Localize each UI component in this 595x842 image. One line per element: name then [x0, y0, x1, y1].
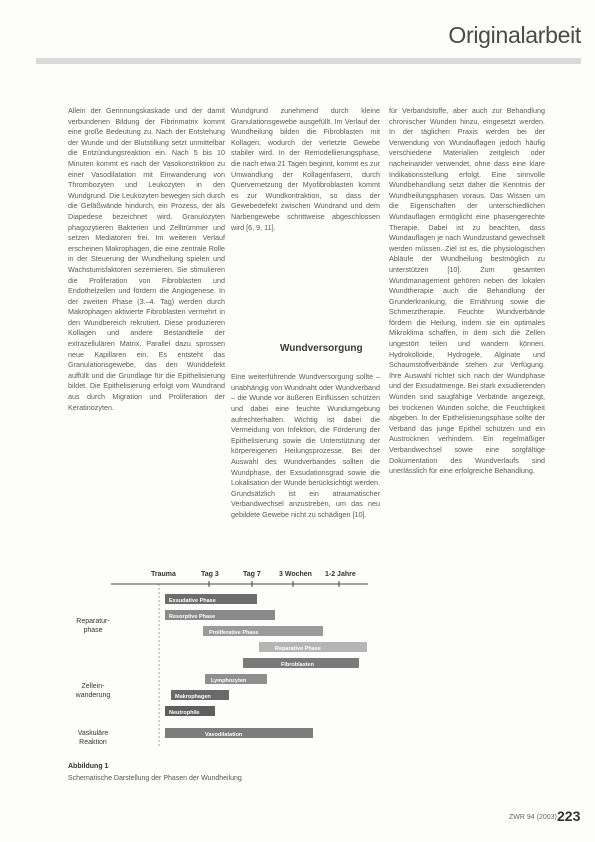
column-1-text: Allein der Gerinnungskaskade und der damit verbundenen Bildung der Fibrinmatrix kommt eine große Bedeutung zu. Nach der Entstehung der Wunde und der Blutstillung setzt unmittelbar die Entzündungsreaktion ein. Nach 5 bis 10 Minuten kommt es nach der Vasokonstriktion zu einer Vasodilatation mit Einwanderung von Thrombozyten und Leukozyten in den Wundgrund. Die Leukozyten bewegen sich durch die Gefäßwände hindurch, ein Prozess, der als Diapedese bezeichnet wird. Granulozyten phagozytieren Bakterien und Zelltrümmer und setzen Mediatoren frei. Im weiteren Verlauf erscheinen Makrophagen, die eine zentrale Rolle in der Steuerung der Wundheilung spielen und Wachstumsfaktoren sezernieren. Sie stimulieren die Proliferation von Fibroblasten und Endothelzellen und fördern die Angiogenese. In der zweiten Phase (3.–4. Tag) werden durch Makrophagen aktivierte Fibroblasten vermehrt in den Wundbereich rekrutiert. Diese produzieren Kollagen und andere Bestandteile der extrazellulären Matrix. Parallel dazu sprossen neue Kapillaren ein. Es entsteht das Granulationsgewebe, das den Wunddefekt auffüllt und die Grundlage für die Epithelisierung bildet. Die Epithelisierung erfolgt vom Wundrand aus durch Migration und Proliferation der Keratinozyten. [68, 106, 225, 412]
section-label: Originalarbeit [448, 22, 581, 48]
body-column-2b [231, 365, 380, 528]
column-2b-text: Eine weiterführende Wundversorgung sollte – unabhängig von Wundnaht oder Wundverband – die Wunde vor äußeren Einflüssen schützen und dabei eine feuchte Wundumgebung aufrechterhalten. Wichtig ist dabei die Vermeidung von Infektion, die Förderung der Epithelisierung sowie die Unterstützung der körpereigenen Heilungsprozesse. Bei der Auswahl des Wundverbandes sollten die Wundphase, der Exsudationsgrad sowie die Lokalisation der Wunde berücksichtigt werden. Grundsätzlich ist ein atraumatischer Verbandwechsel anzustreben, um das neu gebildete Gewebe nicht zu schädigen [10]. [231, 372, 380, 519]
footer-journal: ZWR 94 (2003) [509, 814, 557, 821]
bar-label-proliferative: Proliferative Phase [209, 630, 259, 636]
row-label-reparatur-2: phase [83, 627, 103, 634]
header-rule [36, 58, 581, 64]
page-number: 223 [557, 808, 581, 824]
column-3-text: für Verbandstoffe, aber auch zur Behandlung chronischer Wunden hinzu, eingesetzt werden. In der täglichen Praxis werden bei der Verwendung von Wundauflagen jedoch häufig verschiedene Materialien zeitgleich oder nacheinander verwendet, ohne dass eine klare Indikationsstellung erfolgt. Eine sinnvolle Wundbehandlung setzt daher die Kenntnis der Wundheilungsphasen voraus. Das Wissen um die Eigenschaften der unterschiedlichen Wundauflagen ermöglicht eine phasengerechte Therapie. Dabei ist zu beachten, dass Wundauflagen je nach Wundzustand gewechselt werden müssen. Ziel ist es, die physiologischen Abläufe der Wundheilung bestmöglich zu unterstützen [10]. Zum gesamten Wundmanagement gehören neben der lokalen Wundtherapie auch die Behandlung der Grunderkrankung, die Ernährung sowie die Schmerztherapie. Feuchte Wundverbände fördern die Heilung, indem sie ein optimales Mikroklima schaffen, in dem sich die Zellen ungestört teilen und wandern können. Hydrokolloide, Hydrogele, Alginate und Schaumstoffverbände stehen zur Verfügung. Ihre Auswahl richtet sich nach der Wundphase und der Exsudatmenge. Bei stark exsudierenden Wunden sind saugfähige Verbände angezeigt, bei trockenen Wunden solche, die Feuchtigkeit abgeben. In der Epithelisierungsphase sollte der Verband das junge Epithel schützen und ein Austrocknen verhindern. Ein regelmäßiger Verbandwechsel sowie eine sorgfältige Dokumentation des Wundverlaufs sind unerlässlich für eine erfolgreiche Behandlung. [389, 106, 545, 476]
body-column-2 [231, 106, 380, 276]
bar-label-lymphozyten: Lymphozyten [211, 678, 247, 684]
timeline-label-tag3: Tag 3 [201, 571, 219, 578]
figure-caption-title: Abbildung 1 [68, 763, 109, 770]
bar-label-exsudative: Exsudative Phase [169, 598, 216, 604]
row-label-vask-1: Vaskuläre [77, 730, 109, 737]
subheading-wundversorgung: Wundversorgung [280, 343, 363, 354]
row-label-zell-1: Zellein- [81, 683, 105, 690]
row-label-vask-2: Reaktion [79, 739, 107, 746]
body-column-3 [389, 106, 545, 824]
body-column-1 [68, 106, 225, 542]
timeline-label-tag7: Tag 7 [243, 571, 261, 578]
row-label-zell-2: wanderung [75, 692, 111, 699]
bar-label-reparative: Reparative Phase [275, 646, 321, 652]
timeline-label-1-2jahre: 1-2 Jahre [325, 571, 356, 578]
phase-diagram [63, 563, 383, 763]
row-label-reparatur-1: Reparatur- [76, 618, 110, 625]
bar-label-resorptive: Resorptive Phase [169, 614, 216, 620]
bar-label-fibroblasten: Fibroblasten [281, 662, 315, 668]
wound-healing-figure [63, 563, 383, 763]
bar-label-makrophagen: Makrophagen [175, 694, 211, 700]
timeline-label-trauma: Trauma [151, 571, 176, 578]
timeline-label-3wochen: 3 Wochen [279, 571, 312, 578]
column-2-text: Wundgrund zunehmend durch kleine Granulationsgewebe ausgefüllt. Im Verlauf der Wundheilung bilden die Fibroblasten mit Kollagen, wodurch der verletzte Gewebe stabiler wird. In der Remodellierungsphase, die nach etwa 21 Tagen beginnt, kommt es zur Umwandlung der Kollagenfasern, durch Quervernetzung der Myofibroblasten kommt es zur Wundkontraktion, so dass der Gewebedefekt zwischen Wundrand und dem Narbengewebe schrittweise abgeschlossen wird [6, 9, 11]. [231, 106, 380, 232]
figure-caption-text: Schematische Darstellung der Phasen der Wundheilung [68, 775, 242, 782]
bar-label-neutrophile: Neutrophile [169, 710, 200, 716]
bar-label-vasodilatation: Vasodilatation [205, 732, 243, 738]
